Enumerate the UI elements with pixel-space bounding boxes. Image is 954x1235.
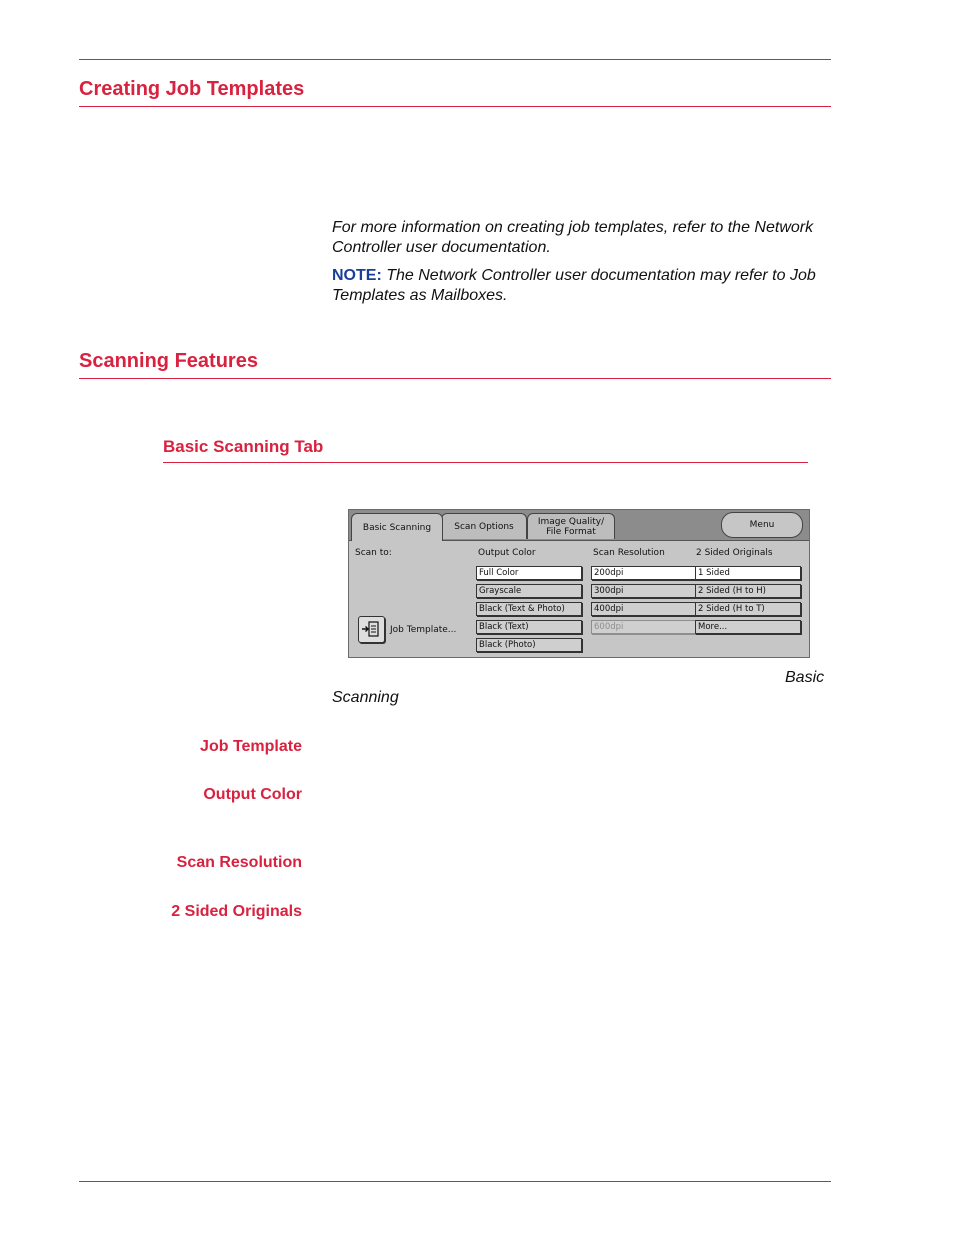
two-sided-option[interactable]: More... [695, 620, 801, 634]
note-label: NOTE: [332, 267, 382, 284]
menu-button[interactable]: Menu [721, 512, 803, 538]
output-color-option[interactable]: Full Color [476, 566, 582, 580]
scan-resolution-option[interactable]: 200dpi [591, 566, 697, 580]
side-heading-scan-resolution: Scan Resolution [176, 854, 302, 871]
subsection-title-basic-scanning-tab: Basic Scanning Tab [163, 437, 324, 456]
scan-resolution-option[interactable]: 300dpi [591, 584, 697, 598]
output-color-option[interactable]: Black (Text) [476, 620, 582, 634]
scan-resolution-option: 600dpi [591, 620, 697, 634]
info-paragraph: For more information on creating job templates, refer to the Network Controller user documentation. [332, 219, 814, 256]
two-sided-option[interactable]: 1 Sided [695, 566, 801, 580]
basic-scanning-screen [348, 509, 810, 658]
two-sided-option[interactable]: 2 Sided (H to H) [695, 584, 801, 598]
top-rule [79, 59, 831, 60]
section-rule [79, 106, 831, 107]
section-rule [79, 378, 831, 379]
tab-bar [349, 510, 809, 541]
bottom-rule [79, 1181, 831, 1182]
two-sided-option[interactable]: 2 Sided (H to T) [695, 602, 801, 616]
scan-resolution-option[interactable]: 400dpi [591, 602, 697, 616]
side-heading-two-sided-originals: 2 Sided Originals [171, 903, 302, 920]
output-color-option[interactable]: Black (Photo) [476, 638, 582, 652]
job-template-icon [359, 617, 384, 642]
scan-resolution-label: Scan Resolution [593, 548, 665, 558]
side-heading-job-template: Job Template [200, 738, 302, 755]
note-text: The Network Controller user documentation may refer to Job Templates as Mailboxes. [332, 267, 816, 304]
section-title-scanning-features: Scanning Features [79, 350, 258, 372]
two-sided-originals-label: 2 Sided Originals [696, 548, 773, 558]
side-heading-output-color: Output Color [203, 786, 302, 803]
tab-image-quality-file-format[interactable]: Image Quality/ File Format [527, 513, 615, 539]
output-color-option[interactable]: Grayscale [476, 584, 582, 598]
note-paragraph [332, 266, 832, 306]
subsection-rule [163, 462, 808, 463]
section-title-creating-job-templates: Creating Job Templates [79, 78, 305, 100]
job-template-button[interactable] [358, 616, 385, 643]
output-color-option[interactable]: Black (Text & Photo) [476, 602, 582, 616]
output-color-label: Output Color [478, 548, 536, 558]
caption-word-basic: Basic [785, 669, 825, 686]
caption-word-scanning: Scanning [332, 689, 399, 706]
tab-scan-options[interactable]: Scan Options [441, 513, 527, 539]
tab-basic-scanning[interactable]: Basic Scanning [351, 513, 443, 541]
job-template-button-label: Job Template... [390, 625, 457, 635]
scan-to-label: Scan to: [355, 548, 392, 558]
